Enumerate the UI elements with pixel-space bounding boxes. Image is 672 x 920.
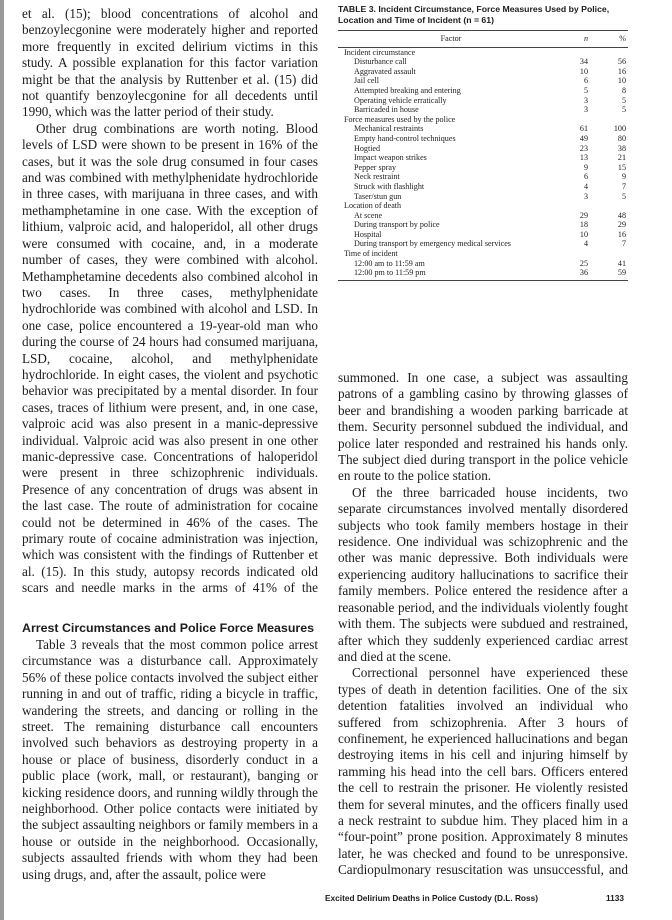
factor-cell: 12:00 pm to 11:59 pm: [338, 268, 564, 280]
page-number: 1133: [606, 893, 624, 903]
section-heading: Arrest Circumstances and Police Force Measures: [22, 621, 314, 635]
percent-cell: 100: [613, 124, 626, 134]
percent-cell: 9: [621, 172, 626, 182]
factor-cell: Hospital: [354, 229, 382, 239]
factor-cell: Disturbance call: [354, 57, 407, 67]
n-cell: 25: [579, 258, 588, 268]
factor-cell: At scene: [354, 210, 383, 220]
right-paragraph-2: Of the three barricaded house incidents, two separate circumstances involved mentally disordered subjects who took family members hostage in their residence. One individual was schizophrenic and the other was manic depressive. Both individuals were experiencing auditory hallucinations to sacrifice their family members. Police entered the residence after a reasonable period, and the individuals violently fought with them. The subjects were subdued and restrained, after which they suddenly experienced cardiac arrest and died at the scene.: [338, 484, 628, 664]
factor-cell: Pepper spray: [354, 162, 397, 172]
percent-cell: 48: [617, 210, 626, 220]
n-cell: [564, 201, 590, 211]
left-paragraph-1: et al. (15); blood concentrations of alcohol and benzoylecgonine were moderately higher and reported more frequently in excited delirium victims in this study. A possible explanation for this factor variation might be that the analysis by Ruttenber et al. (15) did not quantify benzoylecgonine for all decedents until 1990, which was the latter period of their study.: [22, 6, 318, 120]
percent-cell: 15: [617, 162, 626, 172]
factor-cell: Neck restraint: [354, 172, 400, 182]
table-row: [338, 182, 628, 192]
n-cell: 10: [579, 66, 588, 76]
left-column-top: [22, 6, 318, 598]
factor-cell: During transport by emergency medical services: [354, 239, 511, 249]
factor-cell: Attempted breaking and entering: [354, 85, 461, 95]
right-paragraph-3: Correctional personnel have experienced these types of death in detention facilities. One of the six detention fatalities involved an individual who suffered from schizophrenia. After 3 hours of confinement, he experienced hallucinations and began destroying items in his cell and injuring himself by ramming his head into the cell bars. Officers entered the cell to restrain the prisoner. He violently resisted them for several minutes, and the officers finally used a neck restraint to subdue him. They placed him in a “four-point” prone position. Approximately 8 minutes later, he was checked and found to be unresponsive. Cardiopulmonary resuscitation was unsuccessful, and: [338, 665, 628, 878]
table-row: [338, 192, 628, 202]
n-cell: 29: [579, 210, 588, 220]
percent-cell: 7: [621, 239, 626, 249]
percent-cell: 5: [621, 105, 626, 115]
left-column-bottom: [22, 620, 318, 910]
n-cell: 9: [583, 162, 588, 172]
table-category-row: [338, 249, 628, 259]
percent-cell: [590, 249, 628, 259]
n-cell: 3: [583, 95, 588, 105]
table-row: [338, 268, 628, 280]
right-paragraph-1: summoned. In one case, a subject was assaulting patrons of a gambling casino by throwing glasses of beer and brandishing a wooden parking barricade at them. Security personnel subdued the individual, and police later responded and restrained his hands only. The subject died during transport in the police vehicle en route to the police station.: [338, 370, 628, 484]
table-row: [338, 67, 628, 77]
percent-cell: 21: [617, 153, 626, 163]
percent-cell: [590, 201, 628, 211]
percent-cell: 59: [590, 268, 628, 280]
table-caption: TABLE 3. Incident Circumstance, Force Measures Used by Police, Location and Time of Incident (n = 61): [338, 4, 610, 25]
table-row: [338, 211, 628, 221]
percent-cell: 56: [617, 57, 626, 67]
n-cell: 5: [583, 85, 588, 95]
n-cell: [564, 47, 590, 57]
left-paragraph-2: Other drug combinations are worth noting. Blood levels of LSD were shown to be present in 16% of the cases, but it was the sole drug consumed in four cases and was combined with methylphenidate hydrochloride in three cases, with marijuana in three cases, and with methamphetamine in one case. With the exception of lithium, valproic acid, and haloperidol, all other drugs were consumed with cocaine, and, in a moderate number of cases, they were combined with alcohol. Methamphetamine decedents also combined alcohol in two cases. In three cases, methylphenidate hydrochloride was combined with alcohol and LSD. In one case, police encountered a 19-year-old man who during the course of 24 hours had consumed marijuana, LSD, cocaine, alcohol, and methylphenidate hydrochloride. In eight cases, the violent and psychotic behavior was precipitated by a mental disorder. In four cases, traces of lithium were present, and, in one case, valproic acid was also present in a manic-depressive individual. Valproic acid was also present in one other manic-depressive case. Concentrations of haloperidol were present in three schizophrenic individuals. Presence of any concentration of drugs was absent in the last case. The route of administration for cocaine could not be determined in 46% of the cases. The primary route of cocaine administration was injection, which was consistent with the findings of Ruttenber et al. (15). In this study, autopsy records indicated old scars and needle marks in the arms of 41% of the: [22, 120, 318, 596]
table-row: [338, 259, 628, 269]
n-cell: 3: [583, 105, 588, 115]
percent-cell: [590, 115, 628, 125]
factor-cell: During transport by police: [354, 220, 440, 230]
table-row: [338, 96, 628, 106]
percent-cell: 7: [621, 181, 626, 191]
factor-cell: Time of incident: [344, 249, 398, 259]
table-row: [338, 153, 628, 163]
factor-cell: Hogtied: [354, 143, 381, 153]
factor-cell: Force measures used by the police: [344, 114, 456, 124]
percent-cell: 29: [617, 220, 626, 230]
n-cell: 4: [583, 181, 588, 191]
percent-cell: 16: [617, 66, 626, 76]
n-cell: 34: [579, 57, 588, 67]
factor-cell: Jail cell: [354, 76, 379, 86]
factor-cell: Impact weapon strikes: [354, 153, 427, 163]
table-category-row: [338, 201, 628, 211]
n-cell: 18: [579, 220, 588, 230]
n-cell: 23: [579, 143, 588, 153]
factor-cell: Empty hand-control techniques: [354, 133, 456, 143]
table-category-row: [338, 47, 628, 57]
percent-cell: 41: [617, 258, 626, 268]
n-cell: 4: [583, 239, 588, 249]
table-row: [338, 220, 628, 230]
n-cell: 3: [583, 191, 588, 201]
percent-cell: 16: [617, 229, 626, 239]
right-column: [338, 370, 628, 880]
table-row: [338, 172, 628, 182]
percent-cell: 8: [621, 85, 626, 95]
percent-cell: 5: [621, 191, 626, 201]
percent-cell: 5: [621, 95, 626, 105]
n-cell: [564, 115, 590, 125]
table-row: [338, 134, 628, 144]
scan-gutter-shadow: [0, 0, 4, 920]
n-cell: 6: [583, 76, 588, 86]
header-factor: Factor: [338, 31, 564, 48]
header-percent: %: [590, 31, 628, 48]
factor-cell: Location of death: [344, 201, 402, 211]
n-cell: 10: [579, 229, 588, 239]
table-row: [338, 105, 628, 115]
percent-cell: [590, 47, 628, 57]
percent-cell: 38: [617, 143, 626, 153]
header-n: n: [564, 31, 590, 48]
percent-cell: 80: [617, 133, 626, 143]
table-row: [338, 230, 628, 240]
factor-cell: Mechanical restraints: [354, 124, 424, 134]
table-header-row: [338, 31, 628, 48]
table-3-grid: [338, 30, 628, 281]
factor-cell: Taser/stun gun: [354, 191, 402, 201]
factor-cell: Barricaded in house: [354, 105, 419, 115]
table-category-row: [338, 115, 628, 125]
factor-cell: Operating vehicle erratically: [354, 95, 447, 105]
n-cell: 13: [579, 153, 588, 163]
table-row: [338, 57, 628, 67]
n-cell: [564, 249, 590, 259]
table-row: [338, 239, 628, 249]
table-row: [338, 86, 628, 96]
factor-cell: Incident circumstance: [344, 47, 416, 57]
n-cell: 61: [579, 124, 588, 134]
factor-cell: Struck with flashlight: [354, 181, 425, 191]
table-row: [338, 163, 628, 173]
n-cell: 36: [564, 268, 590, 280]
running-footer: Excited Delirium Deaths in Police Custody (D.L. Ross): [325, 893, 538, 903]
left-paragraph-3: Table 3 reveals that the most common police arrest circumstance was a disturbance call. Approximately 56% of these police contacts involved the subject either running in and out of traffic, riding a bicycle in traffic, wandering the streets, and dancing or rolling in the street. The remaining disturbance call encounters involved such behaviors as destroying property in a house or place of business, disorderly conduct in a public place (work, mall, or restaurant), banging or kicking residence doors, and running wildly through the neighborhood. Other police contacts were initiated by the subject assaulting neighbors or family members in a house or outside in the neighborhood. Occasionally, subjects assaulted friends with whom they had been using drugs, and, after the assault, police were: [22, 637, 318, 882]
table-row: [338, 124, 628, 134]
factor-cell: Aggravated assault: [354, 66, 416, 76]
table-3: [338, 4, 628, 281]
n-cell: 49: [579, 133, 588, 143]
table-row: [338, 144, 628, 154]
factor-cell: 12:00 am to 11:59 am: [354, 258, 425, 268]
percent-cell: 10: [617, 76, 626, 86]
table-row: [338, 76, 628, 86]
n-cell: 6: [583, 172, 588, 182]
table-body: [338, 47, 628, 280]
